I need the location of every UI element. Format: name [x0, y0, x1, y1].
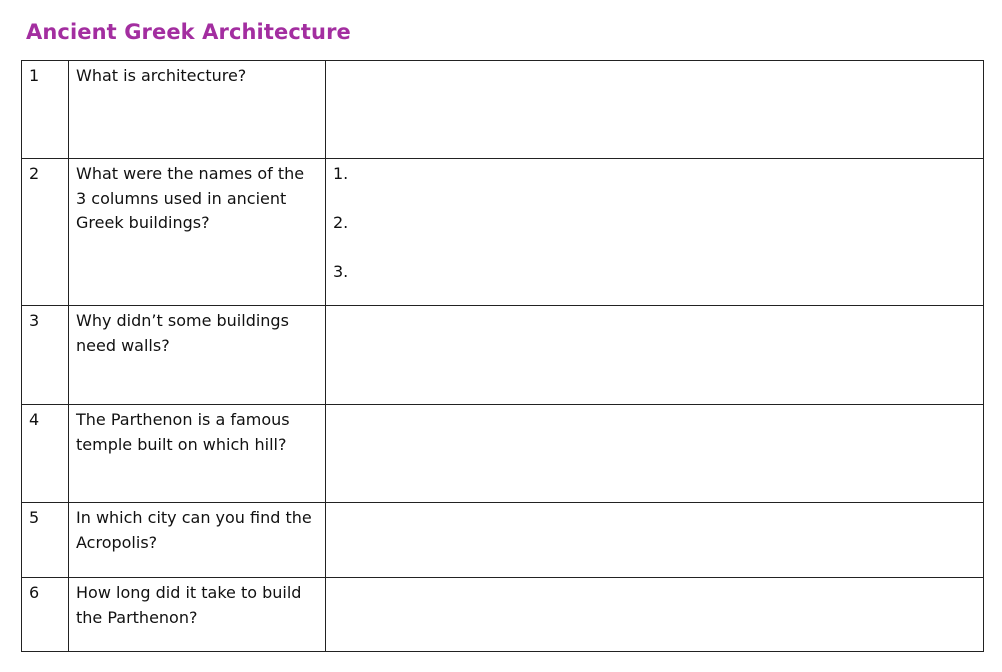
question-text-cell: [69, 306, 326, 405]
question-number-cell: [22, 405, 69, 503]
question-text-cell: [69, 159, 326, 306]
table-row: [22, 405, 984, 503]
answer-cell[interactable]: [326, 159, 984, 306]
answer-cell[interactable]: [326, 578, 984, 652]
answer-numbered-list: [326, 159, 983, 285]
question-number-cell: [22, 578, 69, 652]
table-row: [22, 159, 984, 306]
question-text: How long did it take to build the Parthenon?: [76, 583, 302, 627]
question-text-cell: [69, 61, 326, 159]
answer-cell[interactable]: [326, 405, 984, 503]
question-number-cell: [22, 306, 69, 405]
question-number: 3: [29, 311, 40, 330]
question-number-cell: [22, 61, 69, 159]
question-number: 5: [29, 508, 40, 527]
question-text: What is architecture?: [76, 66, 247, 85]
question-number-cell: [22, 159, 69, 306]
list-item: 3.: [333, 262, 349, 281]
question-table: [21, 60, 984, 652]
table-row: [22, 578, 984, 652]
question-text-cell: [69, 405, 326, 503]
table-row: [22, 503, 984, 578]
question-text: In which city can you find the Acropolis?: [76, 508, 312, 552]
question-number: 2: [29, 164, 40, 183]
answer-cell[interactable]: [326, 61, 984, 159]
question-number-cell: [22, 503, 69, 578]
question-number: 1: [29, 66, 40, 85]
page-title: Ancient Greek Architecture: [26, 20, 351, 44]
question-text-cell: [69, 503, 326, 578]
question-text: The Parthenon is a famous temple built on which hill?: [76, 410, 290, 454]
question-text: What were the names of the 3 columns used in ancient Greek buildings?: [76, 164, 305, 232]
answer-cell[interactable]: [326, 503, 984, 578]
question-text-cell: [69, 578, 326, 652]
question-number: 6: [29, 583, 40, 602]
table-row: [22, 306, 984, 405]
list-item: 1.: [333, 164, 349, 183]
question-text: Why didn’t some buildings need walls?: [76, 311, 289, 355]
list-item: 2.: [333, 213, 349, 232]
question-number: 4: [29, 410, 40, 429]
table-row: [22, 61, 984, 159]
answer-cell[interactable]: [326, 306, 984, 405]
